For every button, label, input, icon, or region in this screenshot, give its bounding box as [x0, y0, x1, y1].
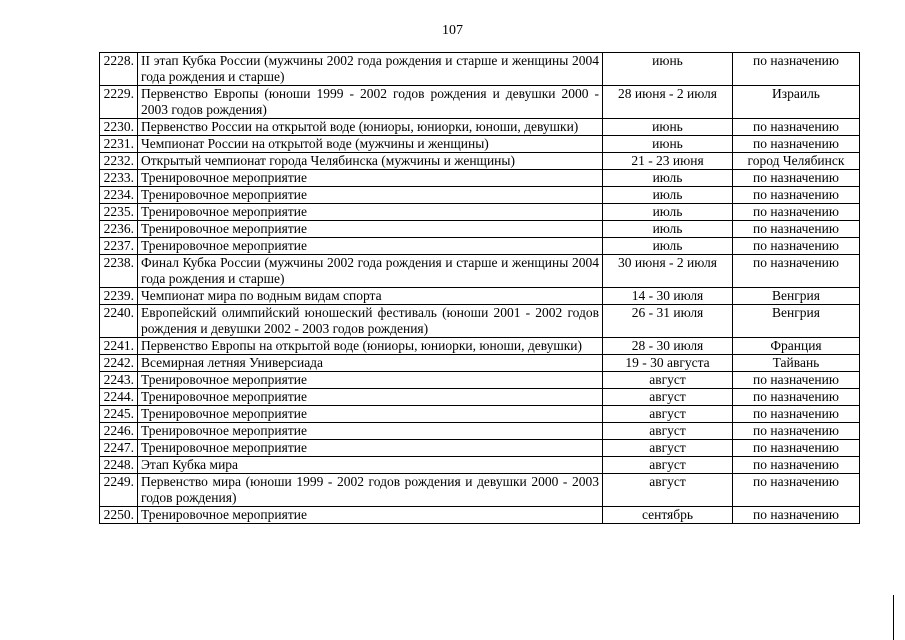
table-row — [100, 406, 860, 423]
event-name: Тренировочное мероприятие — [138, 389, 603, 406]
event-place: по назначению — [733, 187, 860, 204]
event-name: Открытый чемпионат города Челябинска (мужчины и женщины) — [138, 153, 603, 170]
table-row — [100, 474, 860, 507]
event-date: июль — [603, 238, 733, 255]
event-date: август — [603, 440, 733, 457]
event-name: Тренировочное мероприятие — [138, 204, 603, 221]
row-number: 2232. — [100, 153, 138, 170]
event-name: Европейский олимпийский юношеский фестиваль (юноши 2001 - 2002 годов рождения и девушки 2002 - 2003 годов рождения) — [138, 305, 603, 338]
row-number: 2230. — [100, 119, 138, 136]
event-name: Тренировочное мероприятие — [138, 187, 603, 204]
event-place: по назначению — [733, 53, 860, 86]
event-name: Всемирная летняя Универсиада — [138, 355, 603, 372]
event-date: 26 - 31 июля — [603, 305, 733, 338]
event-name: Тренировочное мероприятие — [138, 406, 603, 423]
table-row — [100, 457, 860, 474]
table-row — [100, 204, 860, 221]
event-date: июнь — [603, 53, 733, 86]
row-number: 2229. — [100, 86, 138, 119]
row-number: 2250. — [100, 507, 138, 524]
table-row — [100, 255, 860, 288]
page-number: 107 — [442, 23, 463, 38]
table-row — [100, 238, 860, 255]
event-place: по назначению — [733, 507, 860, 524]
table-row — [100, 288, 860, 305]
event-place: город Челябинск — [733, 153, 860, 170]
event-name: Финал Кубка России (мужчины 2002 года рождения и старше и женщины 2004 года рождения и старше) — [138, 255, 603, 288]
event-date: июль — [603, 204, 733, 221]
row-number: 2228. — [100, 53, 138, 86]
table-row — [100, 53, 860, 86]
event-name: Тренировочное мероприятие — [138, 372, 603, 389]
row-number: 2233. — [100, 170, 138, 187]
event-date: 28 - 30 июля — [603, 338, 733, 355]
event-date: 28 июня - 2 июля — [603, 86, 733, 119]
event-date: сентябрь — [603, 507, 733, 524]
row-number: 2237. — [100, 238, 138, 255]
event-place: по назначению — [733, 457, 860, 474]
table-row — [100, 440, 860, 457]
event-place: по назначению — [733, 440, 860, 457]
event-name: Первенство России на открытой воде (юниоры, юниорки, юноши, девушки) — [138, 119, 603, 136]
row-number: 2243. — [100, 372, 138, 389]
event-name: Тренировочное мероприятие — [138, 170, 603, 187]
table-row — [100, 423, 860, 440]
event-date: август — [603, 372, 733, 389]
event-place: по назначению — [733, 119, 860, 136]
event-name: Этап Кубка мира — [138, 457, 603, 474]
event-name: II этап Кубка России (мужчины 2002 года рождения и старше и женщины 2004 года рождения и старше) — [138, 53, 603, 86]
table-row — [100, 86, 860, 119]
event-name: Тренировочное мероприятие — [138, 238, 603, 255]
event-date: август — [603, 474, 733, 507]
event-place: Венгрия — [733, 305, 860, 338]
table-row — [100, 355, 860, 372]
event-place: Венгрия — [733, 288, 860, 305]
row-number: 2234. — [100, 187, 138, 204]
row-number: 2240. — [100, 305, 138, 338]
event-place: по назначению — [733, 136, 860, 153]
event-name: Тренировочное мероприятие — [138, 440, 603, 457]
event-date: август — [603, 406, 733, 423]
table-row — [100, 136, 860, 153]
table-row — [100, 221, 860, 238]
event-place: по назначению — [733, 406, 860, 423]
row-number: 2246. — [100, 423, 138, 440]
table-row — [100, 507, 860, 524]
event-place: по назначению — [733, 474, 860, 507]
row-number: 2236. — [100, 221, 138, 238]
event-name: Тренировочное мероприятие — [138, 221, 603, 238]
event-date: июль — [603, 187, 733, 204]
event-date: июль — [603, 221, 733, 238]
event-name: Тренировочное мероприятие — [138, 423, 603, 440]
table-row — [100, 119, 860, 136]
page-edge-line — [893, 595, 894, 640]
event-date: июль — [603, 170, 733, 187]
event-place: по назначению — [733, 389, 860, 406]
event-place: по назначению — [733, 255, 860, 288]
row-number: 2241. — [100, 338, 138, 355]
event-name: Первенство Европы на открытой воде (юниоры, юниорки, юноши, девушки) — [138, 338, 603, 355]
event-name: Первенство Европы (юноши 1999 - 2002 годов рождения и девушки 2000 - 2003 годов рождения) — [138, 86, 603, 119]
row-number: 2247. — [100, 440, 138, 457]
event-place: по назначению — [733, 204, 860, 221]
event-place: Тайвань — [733, 355, 860, 372]
event-date: август — [603, 423, 733, 440]
table-row — [100, 338, 860, 355]
event-date: июнь — [603, 136, 733, 153]
event-name: Чемпионат России на открытой воде (мужчины и женщины) — [138, 136, 603, 153]
event-place: по назначению — [733, 423, 860, 440]
row-number: 2238. — [100, 255, 138, 288]
row-number: 2249. — [100, 474, 138, 507]
event-name: Тренировочное мероприятие — [138, 507, 603, 524]
events-table — [99, 52, 860, 524]
table-row — [100, 187, 860, 204]
event-date: 19 - 30 августа — [603, 355, 733, 372]
row-number: 2245. — [100, 406, 138, 423]
event-date: 21 - 23 июня — [603, 153, 733, 170]
event-place: Франция — [733, 338, 860, 355]
row-number: 2248. — [100, 457, 138, 474]
table-row — [100, 170, 860, 187]
row-number: 2242. — [100, 355, 138, 372]
event-date: 30 июня - 2 июля — [603, 255, 733, 288]
event-name: Первенство мира (юноши 1999 - 2002 годов рождения и девушки 2000 - 2003 годов рождения) — [138, 474, 603, 507]
row-number: 2231. — [100, 136, 138, 153]
event-place: по назначению — [733, 372, 860, 389]
event-place: по назначению — [733, 238, 860, 255]
event-date: июнь — [603, 119, 733, 136]
event-place: по назначению — [733, 221, 860, 238]
event-date: 14 - 30 июля — [603, 288, 733, 305]
table-row — [100, 153, 860, 170]
event-place: по назначению — [733, 170, 860, 187]
row-number: 2239. — [100, 288, 138, 305]
table-row — [100, 389, 860, 406]
table-row — [100, 372, 860, 389]
row-number: 2244. — [100, 389, 138, 406]
row-number: 2235. — [100, 204, 138, 221]
event-name: Чемпионат мира по водным видам спорта — [138, 288, 603, 305]
event-place: Израиль — [733, 86, 860, 119]
table-row — [100, 305, 860, 338]
event-date: август — [603, 457, 733, 474]
events-table-body — [100, 53, 860, 524]
event-date: август — [603, 389, 733, 406]
